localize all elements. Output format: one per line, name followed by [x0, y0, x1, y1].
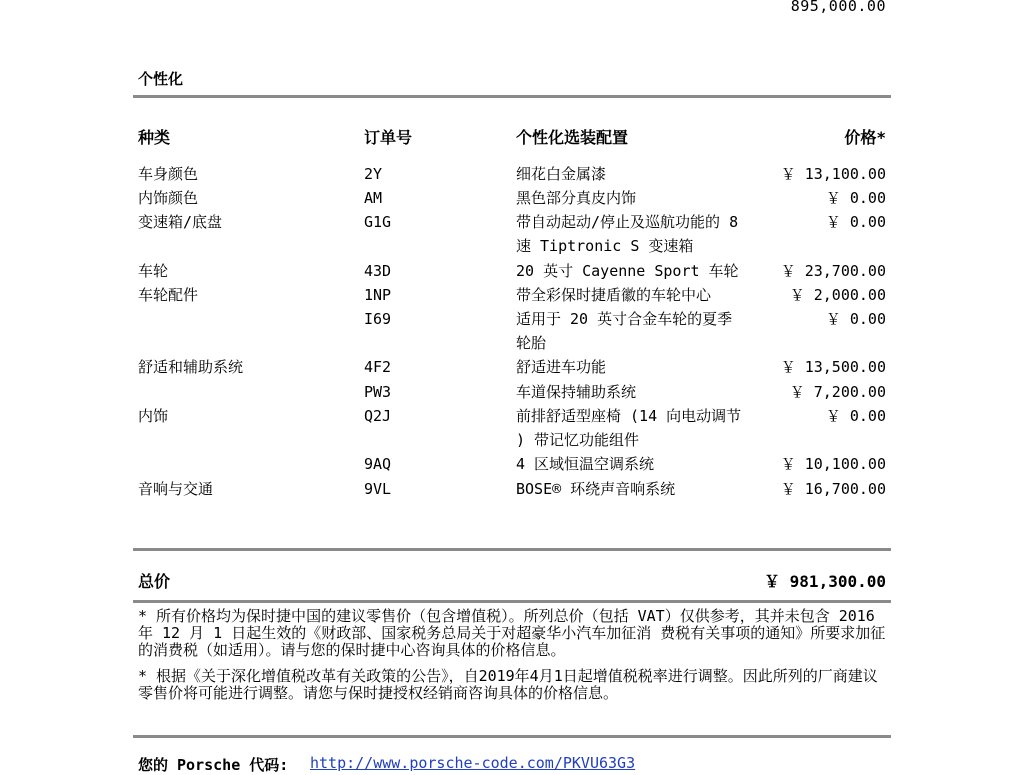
row-code: AM — [364, 189, 383, 207]
row-desc: 黑色部分真皮内饰 — [516, 189, 637, 207]
top-price: 895,000.00 — [790, 0, 886, 15]
row-code: PW3 — [364, 383, 392, 401]
row-category: 内饰 — [138, 407, 169, 425]
row-code: I69 — [364, 310, 392, 328]
row-desc: 速 Tiptronic S 变速箱 — [516, 237, 694, 255]
divider-total-top — [133, 548, 891, 551]
total-value: ￥ 981,300.00 — [764, 572, 886, 591]
header-price: 价格* — [844, 128, 886, 147]
row-price: ￥ 7,200.00 — [789, 383, 886, 401]
row-price: ￥ 13,500.00 — [780, 358, 886, 376]
table-row — [0, 186, 1024, 210]
row-price: ￥ 0.00 — [825, 213, 886, 231]
table-row — [0, 259, 1024, 283]
row-code: 1NP — [364, 286, 392, 304]
row-code: 2Y — [364, 165, 383, 183]
row-desc: 带全彩保时捷盾徽的车轮中心 — [516, 286, 712, 304]
row-desc: 细花白金属漆 — [516, 165, 607, 183]
divider-total-bottom — [133, 600, 891, 603]
row-category: 舒适和辅助系统 — [138, 358, 244, 376]
table-row — [0, 331, 1024, 355]
price-note-vat: * 所有价格均为保时捷中国的建议零售价（包含增值税）。所列总价（包括 VAT）仅供参考，其并未包含 2016 年 12 月 1 日起生效的《财政部、国家税务总局关于对超豪华小汽车加征消 费税有关事项的通知》所要求加征的消费税（如适用）。请与您的保时捷中心咨询具体的价格信息。 — [138, 607, 886, 659]
header-desc: 个性化选装配置 — [516, 128, 629, 147]
row-category: 变速箱/底盘 — [138, 213, 223, 231]
row-code: 9VL — [364, 480, 392, 498]
table-row — [0, 355, 1024, 379]
row-code: 4F2 — [364, 358, 392, 376]
price-note-tax-adjust: * 根据《关于深化增值税改革有关政策的公告》，自2019年4月1日起增值税税率进行调整。因此所列的厂商建议零售价将可能进行调整。请您与保时捷授权经销商咨询具体的价格信息。 — [138, 667, 878, 702]
table-row — [0, 283, 1024, 307]
table-row — [0, 477, 1024, 501]
row-desc: 带自动起动/停止及巡航功能的 8 — [516, 213, 739, 231]
row-category: 车身颜色 — [138, 165, 199, 183]
row-desc: 4 区域恒温空调系统 — [516, 455, 655, 473]
row-category: 内饰颜色 — [138, 189, 199, 207]
row-category: 音响与交通 — [138, 480, 214, 498]
table-row — [0, 404, 1024, 428]
row-desc: 车道保持辅助系统 — [516, 383, 637, 401]
table-row — [0, 234, 1024, 258]
table-row — [0, 210, 1024, 234]
total-label: 总价 — [138, 572, 171, 591]
row-price: ￥ 2,000.00 — [789, 286, 886, 304]
divider-bottom — [133, 735, 891, 738]
porsche-code-link[interactable]: http://www.porsche-code.com/PKVU63G3 — [310, 754, 636, 772]
row-category: 车轮配件 — [138, 286, 199, 304]
header-code: 订单号 — [364, 128, 413, 147]
row-code: 9AQ — [364, 455, 392, 473]
row-price: ￥ 0.00 — [825, 407, 886, 425]
row-desc: BOSE® 环绕声音响系统 — [516, 480, 676, 498]
porsche-code-label: 您的 Porsche 代码: — [138, 756, 289, 774]
row-price: ￥ 10,100.00 — [780, 455, 886, 473]
row-desc: 前排舒适型座椅 (14 向电动调节 — [516, 407, 742, 425]
row-code: G1G — [364, 213, 392, 231]
row-desc: 20 英寸 Cayenne Sport 车轮 — [516, 262, 739, 280]
header-category: 种类 — [138, 128, 171, 147]
row-desc: 舒适进车功能 — [516, 358, 607, 376]
row-price: ￥ 13,100.00 — [780, 165, 886, 183]
table-row — [0, 307, 1024, 331]
row-price: ￥ 0.00 — [825, 189, 886, 207]
section-title: 个性化 — [138, 70, 184, 88]
row-desc: ) 带记忆功能组件 — [516, 431, 640, 449]
table-row — [0, 162, 1024, 186]
row-code: Q2J — [364, 407, 392, 425]
table-row — [0, 452, 1024, 476]
table-row — [0, 380, 1024, 404]
row-price: ￥ 0.00 — [825, 310, 886, 328]
row-category: 车轮 — [138, 262, 169, 280]
row-desc: 轮胎 — [516, 334, 547, 352]
divider-top — [133, 95, 891, 98]
row-price: ￥ 23,700.00 — [780, 262, 886, 280]
row-price: ￥ 16,700.00 — [780, 480, 886, 498]
table-row — [0, 428, 1024, 452]
row-desc: 适用于 20 英寸合金车轮的夏季 — [516, 310, 733, 328]
row-code: 43D — [364, 262, 392, 280]
